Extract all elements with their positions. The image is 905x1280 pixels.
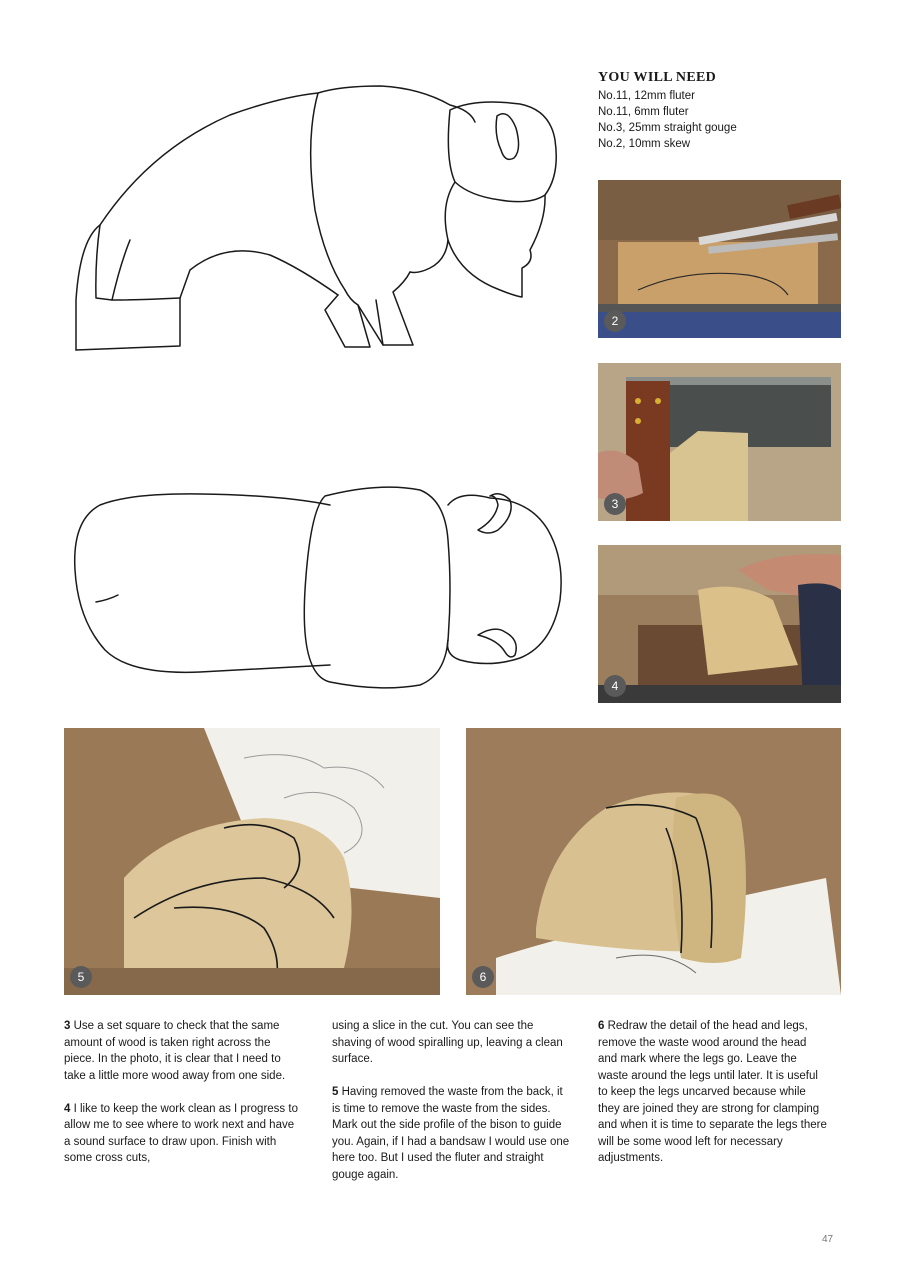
text-column-2 <box>332 1018 570 1200</box>
text-column-1 <box>64 1018 302 1183</box>
bison-top-view-drawing <box>0 460 600 720</box>
step-text: using a slice in the cut. You can see the shaving of wood spiralling up, leaving a clean surface. <box>332 1020 563 1065</box>
step-text: Use a set square to check that the same amount of wood is taken right across the piece. In the photo, it is clear that I need to take a little more wood away from one side. <box>64 1020 286 1082</box>
text-column-3 <box>598 1018 828 1183</box>
step-number: 5 <box>332 1086 339 1098</box>
photo-step-3 <box>598 363 841 521</box>
step-text: I like to keep the work clean as I progress to allow me to see where to work next and have a sound surface to draw upon. Finish with some cross cuts, <box>64 1102 298 1164</box>
step-text: Having removed the waste from the back, it is time to remove the waste from the sides. Mark out the side profile of the bison to guide you. Again, if I had a bandsaw I would use one here too. But I used the fluter and straight gouge again. <box>332 1086 570 1181</box>
photo-step-5 <box>64 728 440 995</box>
tool-list-item: No.3, 25mm straight gouge <box>598 122 737 134</box>
step-number: 3 <box>64 1020 71 1032</box>
photo-badge: 6 <box>472 966 494 988</box>
tool-list-item: No.11, 12mm fluter <box>598 90 695 102</box>
paragraph <box>64 1101 302 1167</box>
photo-badge: 5 <box>70 966 92 988</box>
photo-badge: 3 <box>604 493 626 515</box>
photo-step-2 <box>598 180 841 338</box>
step-number: 4 <box>64 1102 71 1115</box>
you-will-need-title: YOU WILL NEED <box>598 70 717 85</box>
bison-side-profile-drawing <box>0 0 600 360</box>
photo-step-6 <box>466 728 841 995</box>
tool-list <box>598 88 848 152</box>
you-will-need-box <box>598 70 848 152</box>
photo-badge: 4 <box>604 675 626 697</box>
paragraph <box>332 1084 570 1183</box>
step-number: 6 <box>598 1020 605 1032</box>
tool-list-item: No.11, 6mm fluter <box>598 106 689 118</box>
paragraph <box>598 1018 828 1167</box>
photo-badge: 2 <box>604 310 626 332</box>
paragraph <box>64 1018 302 1084</box>
photo-step-4 <box>598 545 841 703</box>
step-text: Redraw the detail of the head and legs, remove the waste wood around the head and mark where the legs go. Leave the waste around the legs until later. It is useful to keep the legs uncarved because while they are joined they are strong for clamping and when it is time to separate the legs there will be some wood left for necessary adjustments. <box>598 1020 827 1164</box>
tool-list-item: No.2, 10mm skew <box>598 138 691 150</box>
page-number: 47 <box>822 1234 834 1245</box>
paragraph <box>332 1018 570 1068</box>
